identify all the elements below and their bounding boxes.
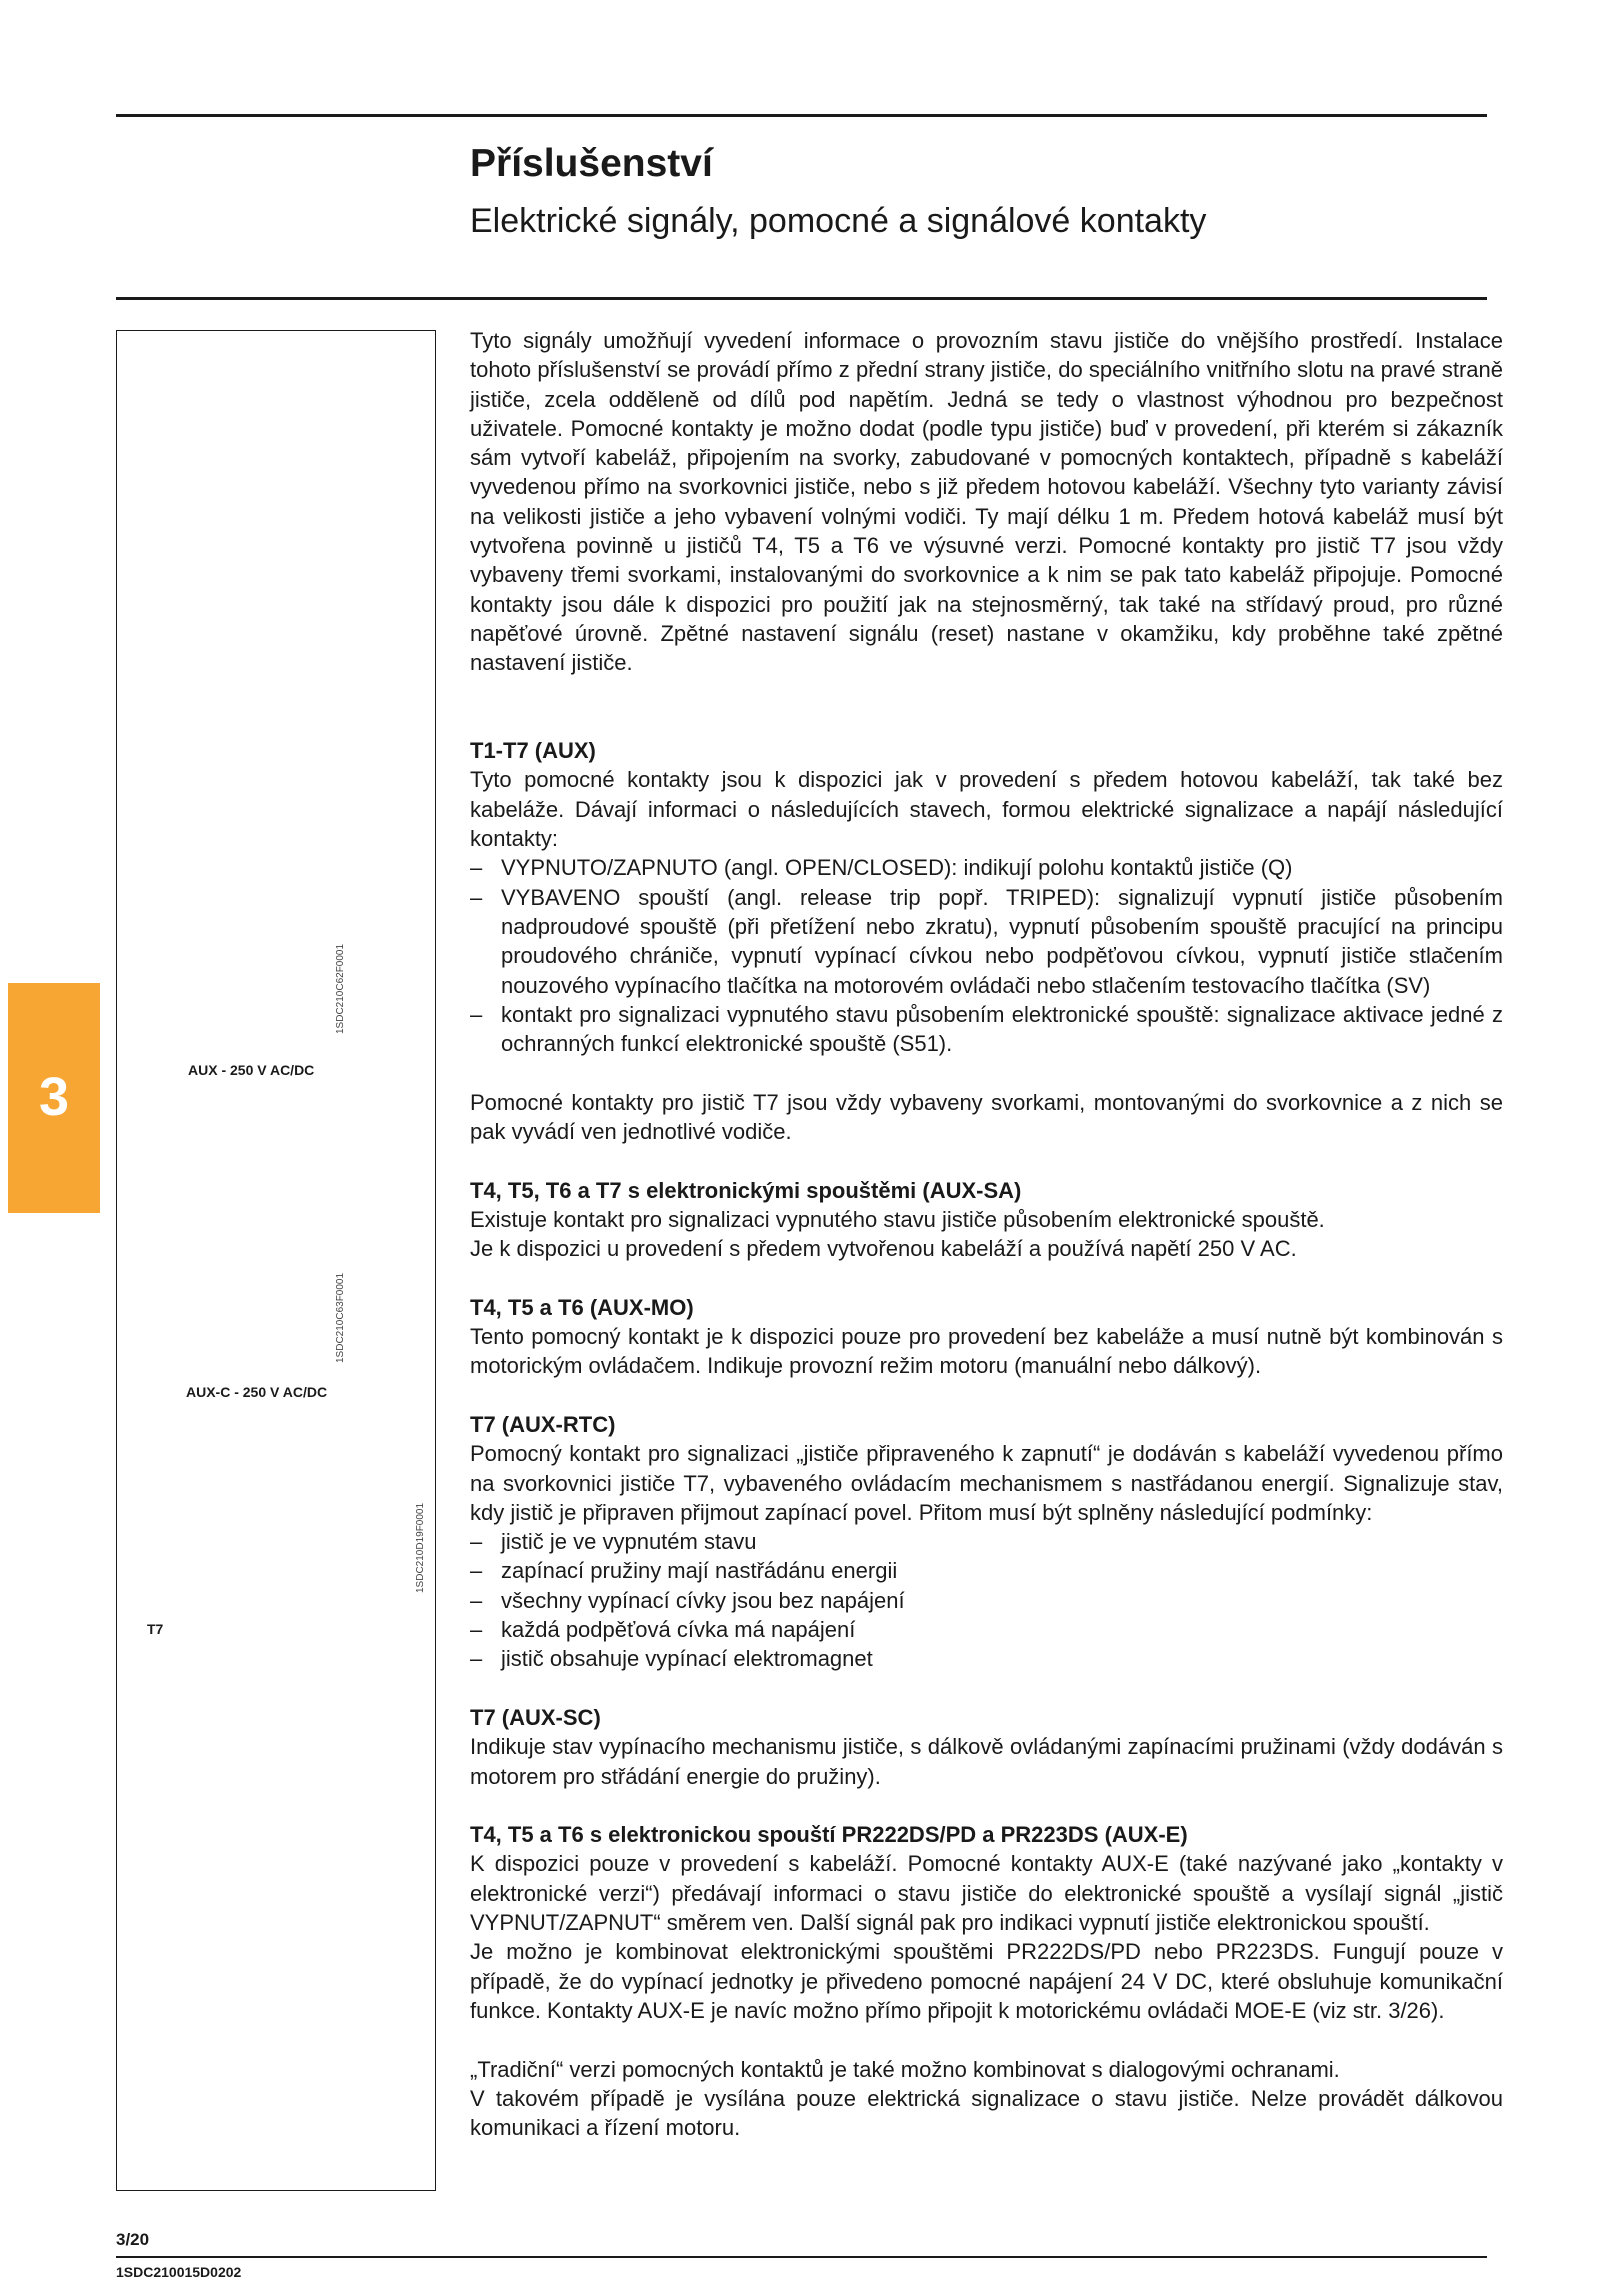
- aux-sa-heading: T4, T5, T6 a T7 s elektronickými spouštěmi (AUX-SA): [470, 1177, 1022, 1203]
- aux-e-text: K dispozici pouze v provedení s kabeláží. Pomocné kontakty AUX-E (také nazývané jako „kontakty v elektronické verzi“) předávají informaci o stavu jističe do elektronické spouště a vysílají signál „jistič VYPNUT/ZAPNUT“ směrem ven. Další signál pak pro indikaci vypnutí jističe elektronickou spouští.: [470, 1851, 1503, 1936]
- aux-heading: T1-T7 (AUX): [470, 738, 596, 764]
- aux-e-heading: T4, T5 a T6 s elektronickou spouští PR222DS/PD a PR223DS (AUX-E): [470, 1822, 1188, 1848]
- aux-e-text-2: Je možno je kombinovat elektronickými spouštěmi PR222DS/PD nebo PR223DS. Fungují pouze v případě, že do vypínací jednotky je přivedeno pomocné napájení 24 V DC, které obsluhuje komunikační funkce. Kontakty AUX-E je navíc možno přímo připojit k motorickému ovládači MOE-E (viz str. 3/26).: [470, 1939, 1503, 2023]
- aux-sa-text-2: Je k dispozici u provedení s předem vytvořenou kabeláží a používá napětí 250 V AC.: [470, 1236, 1297, 1262]
- figure-code-t7: 1SDC210D19F0001: [415, 1502, 426, 1593]
- aux-note: Pomocné kontakty pro jistič T7 jsou vždy vybaveny svorkami, montovanými do svorkovnice a z nich se pak vyvádí ven jednotlivé vodiče.: [470, 1089, 1503, 1145]
- intro-paragraph: Tyto signály umožňují vyvedení informace o provozním stavu jističe do vnějšího prostředí. Instalace tohoto příslušenství se provádí přímo z přední strany jističe, do speciálního vnitřního slotu na pravé straně jističe, zcela odděleně od dílů pod napětím. Jedná se tedy o vlastnost výhodnou pro bezpečnost uživatele. Pomocné kontakty je možno dodat (podle typu jističe) buď v provedení, při kterém si zákazník sám vytvoří kabeláž, připojením na svorky, zabudované v pomocných kontaktech, případně s kabeláží vyvedenou přímo na svorkovnici jističe, nebo s již předem hotovou kabeláží. Všechny tyto varianty závisí na velikosti jističe a jeho vybavení volnými vodiči. Ty mají délku 1 m. Předem hotová kabeláž musí být vytvořena povinně u jističů T4, T5 a T6 ve výsuvné verzi. Pomocné kontakty pro jistič T7 jsou vždy vybaveny třemi svorkami, instalovanými do svorkovnice a k nim se pak tato kabeláž připojuje. Pomocné kontakty jsou dále k dispozici pro použití jak na stejnosměrný, tak také na střídavý proud, pro různé napěťové úrovně. Zpětné nastavení signálu (reset) nastane v okamžiku, kdy proběhne také zpětné nastavení jističe.: [470, 328, 1503, 676]
- figure-code-aux-c: 1SDC210C63F0001: [335, 1272, 346, 1363]
- header-top-rule: [116, 114, 1487, 117]
- aux-e-text-3: „Tradiční“ verzi pomocných kontaktů je také možno kombinovat s dialogovými ochranami.: [470, 2056, 1340, 2082]
- aux-rtc-list: [470, 1527, 1503, 1673]
- figure-label-t7: T7: [147, 1621, 164, 1637]
- chapter-tab: [8, 983, 100, 1213]
- aux-sc-heading: T7 (AUX-SC): [470, 1704, 601, 1730]
- page-subtitle: Elektrické signály, pomocné a signálové kontakty: [470, 202, 1207, 240]
- figure-code-aux: 1SDC210C62F0001: [335, 943, 346, 1034]
- aux-list: [470, 853, 1503, 1058]
- list-item: – každá podpěťová cívka má napájení: [470, 1615, 1503, 1644]
- footer-rule: [116, 2256, 1487, 2258]
- page-title: Příslušenství: [470, 142, 713, 185]
- list-item: – kontakt pro signalizaci vypnutého stavu působením elektronické spouště: signalizace aktivace jedné z ochranných funkcí elektronické spouště (S51).: [470, 1000, 1503, 1059]
- list-item: – všechny vypínací cívky jsou bez napájení: [470, 1586, 1503, 1615]
- aux-text: Tyto pomocné kontakty jsou k dispozici jak v provedení s předem hotovou kabeláží, tak také bez kabeláže. Dávají informaci o následujících stavech, formou elektrické signalizace a napájí následující kontakty:: [470, 767, 1503, 852]
- figure-label-aux: AUX - 250 V AC/DC: [188, 1062, 315, 1078]
- list-item: – VYBAVENO spouští (angl. release trip popř. TRIPED): signalizují vypnutí jističe působením nadproudové spouště (při přetížení nebo zkratu), vypnutí působením spouště pracující na principu proudového chrániče, vypnutí vypínací cívkou nebo podpěťovou cívkou, vypnutí jističe stlačením nouzového vypínacího tlačítka na motorovém ovládači nebo stlačením testovacího tlačítka (SV): [470, 883, 1503, 1000]
- list-item: – jistič je ve vypnutém stavu: [470, 1527, 1503, 1556]
- chapter-number: 3: [38, 1067, 70, 1127]
- aux-sa-text: Existuje kontakt pro signalizaci vypnutého stavu jističe působením elektronické spouště.: [470, 1206, 1325, 1232]
- figure-column: [116, 330, 436, 2191]
- list-item: – VYPNUTO/ZAPNUTO (angl. OPEN/CLOSED): indikují polohu kontaktů jističe (Q): [470, 853, 1503, 882]
- aux-rtc-heading: T7 (AUX-RTC): [470, 1411, 616, 1437]
- aux-rtc-text: Pomocný kontakt pro signalizaci „jističe připraveného k zapnutí“ je dodáván s kabeláží vyvedenou přímo na svorkovnici jističe T7, vybaveného ovládacím mechanismem s nastřádanou energií. Signalizuje stav, kdy jistič je připraven přijmout zapínací povel. Přitom musí být splněny následující podmínky:: [470, 1441, 1503, 1525]
- aux-mo-heading: T4, T5 a T6 (AUX-MO): [470, 1294, 694, 1320]
- main-text: [470, 326, 1503, 2142]
- list-item: – zapínací pružiny mají nastřádánu energii: [470, 1556, 1503, 1585]
- aux-e-text-4: V takovém případě je vysílána pouze elektrická signalizace o stavu jističe. Nelze provádět dálkovou komunikaci a řízení motoru.: [470, 2085, 1503, 2141]
- page-number: 3/20: [116, 2230, 150, 2249]
- figure-label-aux-c: AUX-C - 250 V AC/DC: [186, 1384, 328, 1400]
- aux-mo-text: Tento pomocný kontakt je k dispozici pouze pro provedení bez kabeláže a musí nutně být kombinován s motorickým ovládačem. Indikuje provozní režim motoru (manuální nebo dálkový).: [470, 1324, 1503, 1379]
- list-item: – jistič obsahuje vypínací elektromagnet: [470, 1644, 1503, 1673]
- header-bottom-rule: [116, 297, 1487, 300]
- document-code: 1SDC210015D0202: [116, 2264, 242, 2280]
- aux-sc-text: Indikuje stav vypínacího mechanismu jističe, s dálkově ovládanými zapínacími pružinami (vždy dodáván s motorem pro střádání energie do pružiny).: [470, 1734, 1503, 1789]
